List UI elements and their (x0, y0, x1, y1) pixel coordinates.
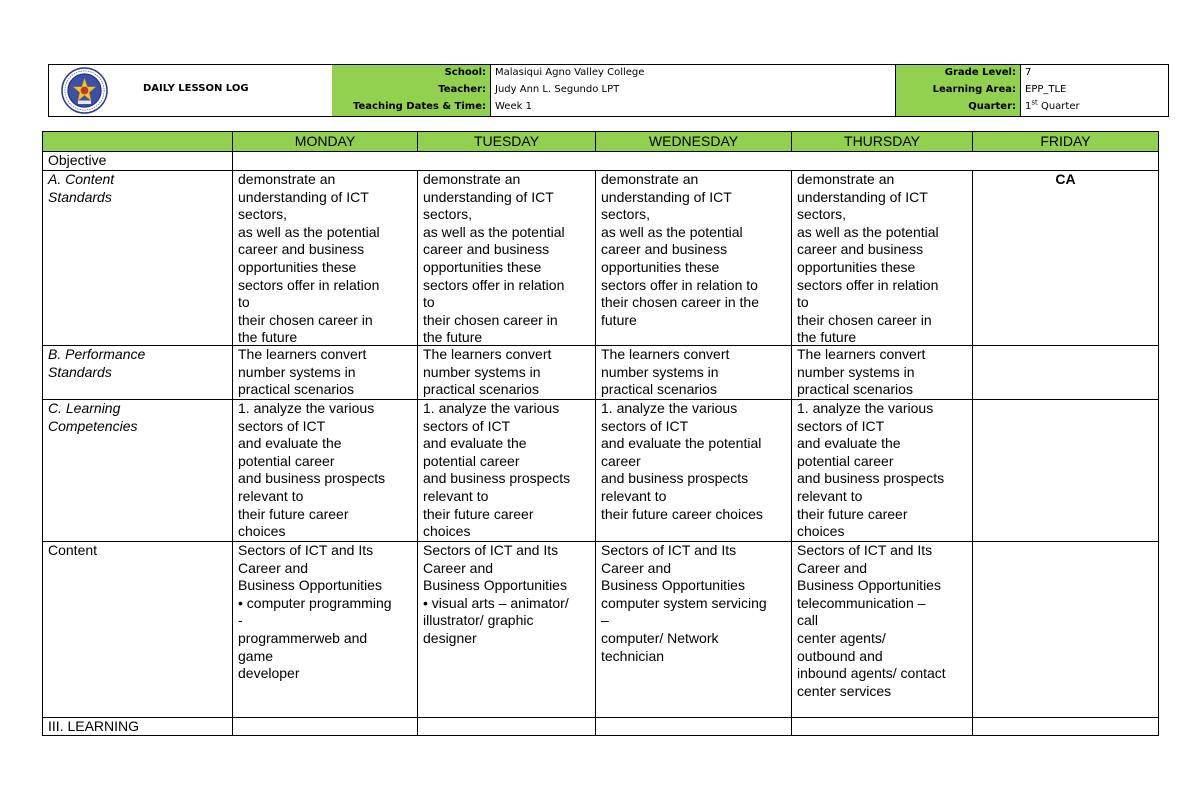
header-row-teacher (332, 82, 1168, 100)
learning-thursday (792, 718, 973, 735)
learning-wednesday (596, 718, 792, 735)
lesson-table (42, 131, 1159, 736)
content-standards-wednesday-text: demonstrate an understanding of ICT sectors, as well as the potential career and business opportunities these sectors offer in relation to their chosen career in the future (601, 171, 759, 328)
learning-tuesday (418, 718, 596, 735)
learning-area-value: EPP_TLE (1021, 82, 1168, 99)
content-friday (973, 542, 1158, 718)
header-row-school (332, 65, 1168, 83)
school-value: Malasiqui Agno Valley College (491, 65, 896, 82)
learning-competencies-thursday-text: 1. analyze the various sectors of ICT and evaluate the potential career and business prospects relevant to their future career choices (797, 400, 945, 540)
school-label: School: (332, 65, 491, 82)
performance-standards-tuesday (418, 346, 596, 400)
content-monday-text: Sectors of ICT and Its Career and Business Opportunities • computer programming - programmerweb and game developer (238, 542, 392, 682)
quarter-ordinal: st (1031, 99, 1038, 107)
content-thursday-text: Sectors of ICT and Its Career and Business Opportunities telecommunication – call center agents/ outbound and inbound agents/ contact center services (797, 542, 946, 699)
performance-standards-friday (973, 346, 1158, 400)
performance-standards-tuesday-text: The learners convert number systems in practical scenarios (423, 346, 552, 398)
content-wednesday-text: Sectors of ICT and Its Career and Business Opportunities computer system servicing – computer/ Network technician (601, 542, 767, 664)
grade-level-label: Grade Level: (896, 65, 1021, 82)
content-thursday (792, 542, 973, 718)
content-standards-tuesday (418, 171, 596, 346)
logo-cell (49, 65, 333, 116)
content-standards-monday (233, 171, 418, 346)
grade-level-value: 7 (1021, 65, 1168, 82)
content-standards-thursday (792, 171, 973, 346)
objective-cell (233, 152, 1158, 171)
performance-standards-monday (233, 346, 418, 400)
content-standards-thursday-text: demonstrate an understanding of ICT sectors, as well as the potential career and business opportunities these sectors offer in relation to their chosen career in the future (797, 171, 939, 346)
day-header-friday: FRIDAY (973, 132, 1158, 152)
content-standards-label-text: A. Content Standards (48, 171, 115, 205)
content-label (43, 542, 233, 718)
daily-lesson-log-title: DAILY LESSON LOG (143, 83, 249, 94)
learning-competencies-monday (233, 400, 418, 542)
teaching-dates-label: Teaching Dates & Time: (332, 99, 491, 116)
learning-friday (973, 718, 1158, 735)
deped-seal-icon (61, 67, 108, 114)
day-header-tuesday: TUESDAY (418, 132, 596, 152)
quarter-word: Quarter (1040, 101, 1080, 112)
learning-competencies-wednesday-text: 1. analyze the various sectors of ICT and evaluate the potential career and business prospects relevant to their future career choices (601, 400, 763, 522)
learning-competencies-friday (973, 400, 1158, 542)
content-standards-friday-text: CA (1055, 171, 1076, 187)
day-header-blank (43, 132, 233, 152)
content-label-text: Content (48, 542, 98, 558)
content-standards-friday (973, 171, 1158, 346)
teaching-dates-value: Week 1 (491, 99, 896, 116)
content-standards-wednesday (596, 171, 792, 346)
learning-competencies-thursday (792, 400, 973, 542)
learning-competencies-tuesday-text: 1. analyze the various sectors of ICT and evaluate the potential career and business prospects relevant to their future career choices (423, 400, 571, 540)
performance-standards-wednesday-text: The learners convert number systems in practical scenarios (601, 346, 730, 398)
learning-monday (233, 718, 418, 735)
lesson-log-header (48, 64, 1169, 117)
learning-area-label: Learning Area: (896, 82, 1021, 99)
content-tuesday-text: Sectors of ICT and Its Career and Business Opportunities • visual arts – animator/ illustrator/ graphic designer (423, 542, 569, 646)
content-standards-monday-text: demonstrate an understanding of ICT sectors, as well as the potential career and business opportunities these sectors offer in relation to their chosen career in the future (238, 171, 380, 346)
learning-section-label: III. LEARNING (43, 718, 233, 735)
quarter-label: Quarter: (896, 99, 1021, 116)
performance-standards-label (43, 346, 233, 400)
performance-standards-monday-text: The learners convert number systems in practical scenarios (238, 346, 367, 398)
learning-competencies-wednesday (596, 400, 792, 542)
content-wednesday (596, 542, 792, 718)
day-header-thursday: THURSDAY (792, 132, 973, 152)
content-tuesday (418, 542, 596, 718)
content-standards-tuesday-text: demonstrate an understanding of ICT sectors, as well as the potential career and business opportunities these sectors offer in relation to their chosen career in the future (423, 171, 565, 346)
teacher-value: Judy Ann L. Segundo LPT (491, 82, 896, 99)
content-monday (233, 542, 418, 718)
teacher-label: Teacher: (332, 82, 491, 99)
performance-standards-wednesday (596, 346, 792, 400)
day-header-wednesday: WEDNESDAY (596, 132, 792, 152)
performance-standards-thursday-text: The learners convert number systems in practical scenarios (797, 346, 926, 398)
quarter-number: 1 (1025, 101, 1032, 112)
content-standards-label (43, 171, 233, 346)
quarter-value (1021, 99, 1168, 116)
header-row-dates (332, 99, 1168, 116)
learning-competencies-label-text: C. Learning Competencies (48, 400, 138, 434)
learning-competencies-monday-text: 1. analyze the various sectors of ICT and evaluate the potential career and business prospects relevant to their future career choices (238, 400, 386, 540)
day-header-monday: MONDAY (233, 132, 418, 152)
learning-competencies-label (43, 400, 233, 542)
performance-standards-thursday (792, 346, 973, 400)
performance-standards-label-text: B. Performance Standards (48, 346, 146, 380)
learning-competencies-tuesday (418, 400, 596, 542)
objective-label: Objective (43, 152, 233, 171)
